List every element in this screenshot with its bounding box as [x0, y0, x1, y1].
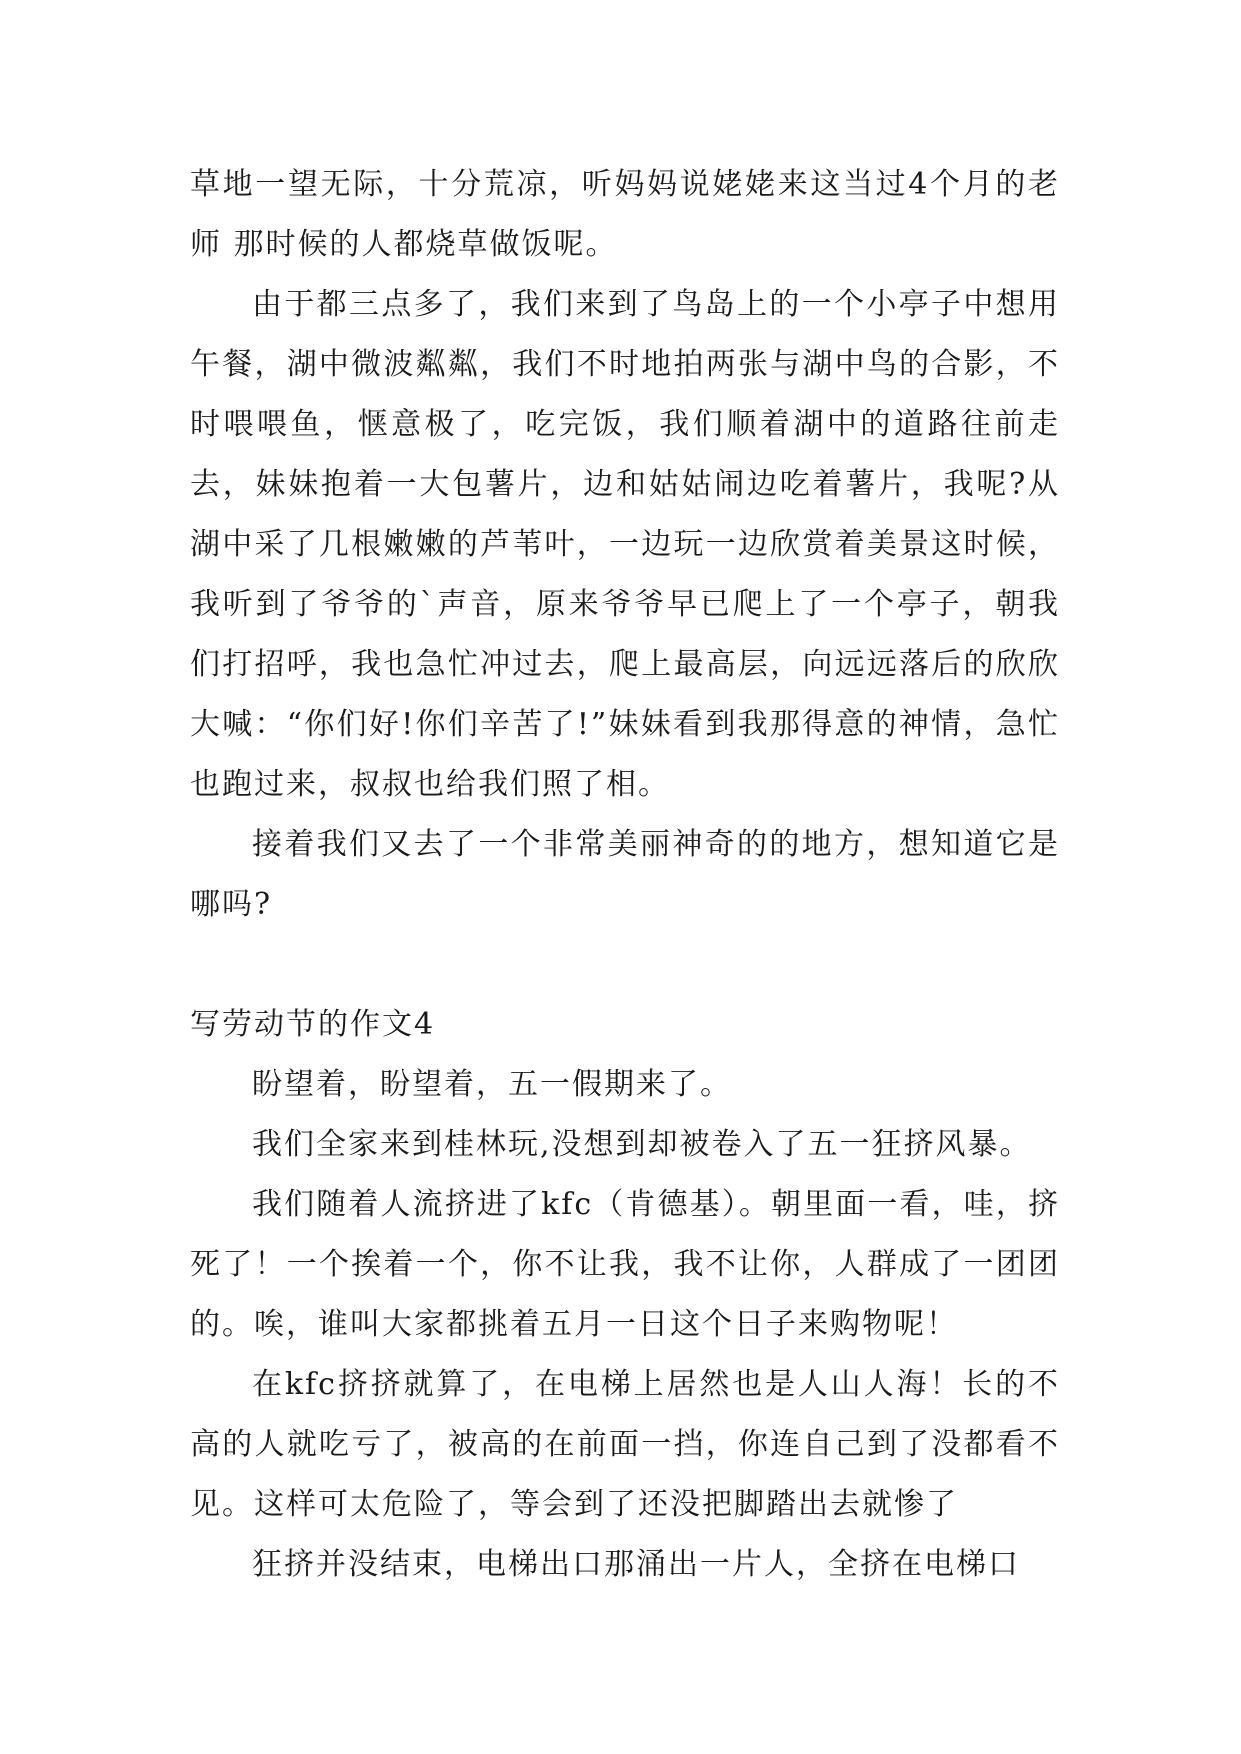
section-title: 写劳动节的作文4: [190, 1007, 436, 1042]
document-body: [190, 155, 1060, 1595]
paragraph: 狂挤并没结束，电梯出口那涌出一片人，全挤在电梯口: [252, 1547, 1020, 1582]
paragraph: 盼望着，盼望着，五一假期来了。: [252, 1067, 732, 1102]
section-spacer: [190, 935, 1060, 995]
paragraph: 由于都三点多了，我们来到了鸟岛上的一个小亭子中想用午餐，湖中微波粼粼，我们不时地拍两张与湖中鸟的合影，不时喂喂鱼，惬意极了，吃完饭，我们顺着湖中的道路往前走去，妹妹抱着一大包薯片，边和姑姑闹边吃着薯片，我呢?从湖中采了几根嫩嫩的芦苇叶，一边玩一边欣赏着美景这时候，我听到了爷爷的`声音，原来爷爷早已爬上了一个亭子，朝我们打招呼，我也急忙冲过去，爬上最高层，向远远落后的欣欣大喊：“你们好!你们辛苦了!”妹妹看到我那得意的神情，急忙也跑过来，叔叔也给我们照了相。: [190, 287, 1060, 802]
paragraph: 草地一望无际，十分荒凉，听妈妈说姥姥来这当过4个月的老师 那时候的人都烧草做饭呢。: [190, 167, 1060, 262]
paragraph: 接着我们又去了一个非常美丽神奇的的地方，想知道它是哪吗?: [190, 827, 1060, 922]
paragraph: 我们随着人流挤进了kfc（肯德基）。朝里面一看，哇，挤死了！一个挨着一个，你不让我，我不让你，人群成了一团团的。唉，谁叫大家都挑着五月一日这个日子来购物呢！: [190, 1187, 1060, 1342]
paragraph: 我们全家来到桂林玩,没想到却被卷入了五一狂挤风暴。: [252, 1127, 1032, 1162]
paragraph: 在kfc挤挤就算了，在电梯上居然也是人山人海！长的不高的人就吃亏了，被高的在前面一挡，你连自己到了没都看不见。这样可太危险了，等会到了还没把脚踏出去就惨了: [190, 1367, 1060, 1522]
